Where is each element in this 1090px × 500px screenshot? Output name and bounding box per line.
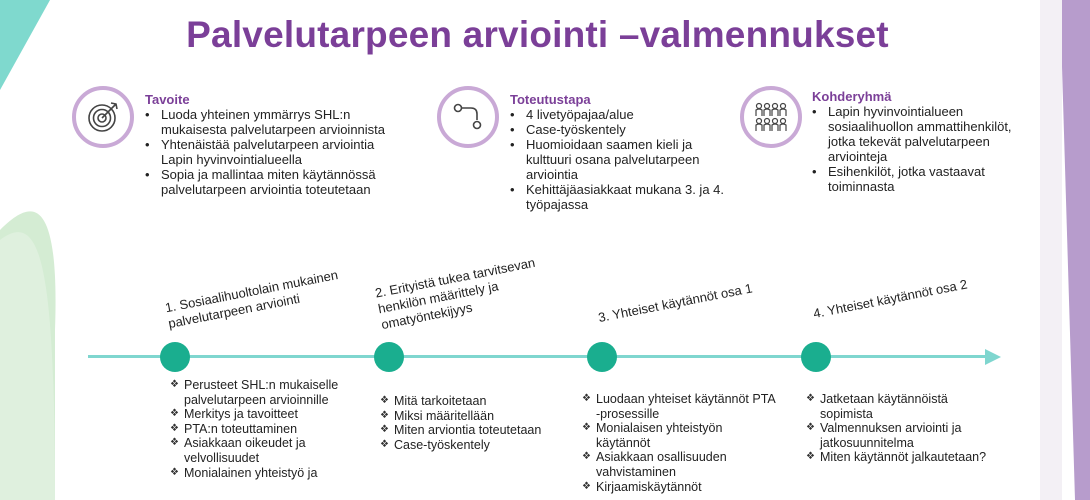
phase-label-4: 4. Yhteiset käytännöt osa 2 bbox=[811, 276, 969, 322]
list-item: ❖ Asiakkaan oikeudet ja velvollisuudet bbox=[170, 436, 370, 465]
list-item: ❖ Case-työskentely bbox=[380, 438, 545, 453]
list-item: ❖ Asiakkaan osallisuuden vahvistaminen bbox=[582, 450, 777, 479]
goal-list-kohderyhma bbox=[810, 104, 1035, 194]
target-icon-circle bbox=[72, 86, 134, 148]
list-item: • Sopia ja mallintaa miten käytännössä palvelutarpeen arviointia toteutetaan bbox=[143, 167, 393, 197]
goal-heading-tavoite: Tavoite bbox=[145, 92, 190, 107]
goal-heading-toteutustapa: Toteutustapa bbox=[510, 92, 591, 107]
list-item: ❖ Miten käytännöt jalkautetaan? bbox=[806, 450, 996, 465]
list-item: ❖ Mitä tarkoitetaan bbox=[380, 394, 545, 409]
list-item: ❖ Kirjaamiskäytännöt bbox=[582, 480, 777, 495]
list-item: ❖ Valmennuksen arviointi ja jatkosuunnitelma bbox=[806, 421, 996, 450]
path-icon bbox=[451, 100, 485, 134]
phase-details-2 bbox=[380, 394, 545, 452]
list-item: • Yhtenäistää palvelutarpeen arviointia Lapin hyvinvointialueella bbox=[143, 137, 393, 167]
list-item: • Kehittäjäasiakkaat mukana 3. ja 4. työpajassa bbox=[508, 182, 733, 212]
timeline-line bbox=[88, 355, 988, 358]
list-item: ❖ Miksi määritellään bbox=[380, 409, 545, 424]
timeline-node-4 bbox=[801, 342, 831, 372]
list-item: • 4 livetyöpajaa/alue bbox=[508, 107, 733, 122]
list-item: • Huomioidaan saamen kieli ja kulttuuri osana palvelutarpeen arviointia bbox=[508, 137, 733, 182]
list-item: ❖ Jatketaan käytännöistä sopimista bbox=[806, 392, 996, 421]
goal-list-tavoite bbox=[143, 107, 393, 197]
list-item: ❖ PTA:n toteuttaminen bbox=[170, 422, 370, 437]
list-item: ❖ Monialaisen yhteistyön käytännöt bbox=[582, 421, 777, 450]
phase-details-3 bbox=[582, 392, 777, 494]
list-item: ❖ Luodaan yhteiset käytännöt PTA -prosessille bbox=[582, 392, 777, 421]
timeline-arrow-icon bbox=[985, 349, 1001, 365]
phase-label-1: 1. Sosiaalihuoltolain mukainen palvelutarpeen arviointi bbox=[163, 267, 340, 332]
path-icon-circle bbox=[437, 86, 499, 148]
phase-details-1 bbox=[170, 378, 370, 480]
timeline-node-3 bbox=[587, 342, 617, 372]
goal-heading-kohderyhma: Kohderyhmä bbox=[812, 89, 892, 104]
page-title: Palvelutarpeen arviointi –valmennukset bbox=[186, 14, 889, 55]
list-item: • Esihenkilöt, jotka vastaavat toiminnasta bbox=[810, 164, 1035, 194]
target-icon bbox=[86, 100, 120, 134]
people-group-icon bbox=[753, 100, 789, 134]
phase-details-4 bbox=[806, 392, 996, 465]
goal-list-toteutustapa bbox=[508, 107, 733, 212]
list-item: ❖ Merkitys ja tavoitteet bbox=[170, 407, 370, 422]
list-item: • Lapin hyvinvointialueen sosiaalihuollon ammattihenkilöt, jotka tekevät palvelutarpeen arviointeja bbox=[810, 104, 1035, 164]
timeline-node-2 bbox=[374, 342, 404, 372]
list-item: ❖ Perusteet SHL:n mukaiselle palvelutarpeen arvioinnille bbox=[170, 378, 370, 407]
list-item: • Case-työskentely bbox=[508, 122, 733, 137]
timeline-node-1 bbox=[160, 342, 190, 372]
phase-label-2: 2. Erityistä tukea tarvitsevan henkilön määrittely ja omatyöntekijyys bbox=[373, 254, 537, 333]
phase-label-3: 3. Yhteiset käytännöt osa 1 bbox=[596, 280, 754, 326]
list-item: ❖ Monialainen yhteistyö ja bbox=[170, 466, 370, 481]
people-group-icon-circle bbox=[740, 86, 802, 148]
list-item: • Luoda yhteinen ymmärrys SHL:n mukaisesta palvelutarpeen arvioinnista bbox=[143, 107, 393, 137]
list-item: ❖ Miten arviontia toteutetaan bbox=[380, 423, 545, 438]
